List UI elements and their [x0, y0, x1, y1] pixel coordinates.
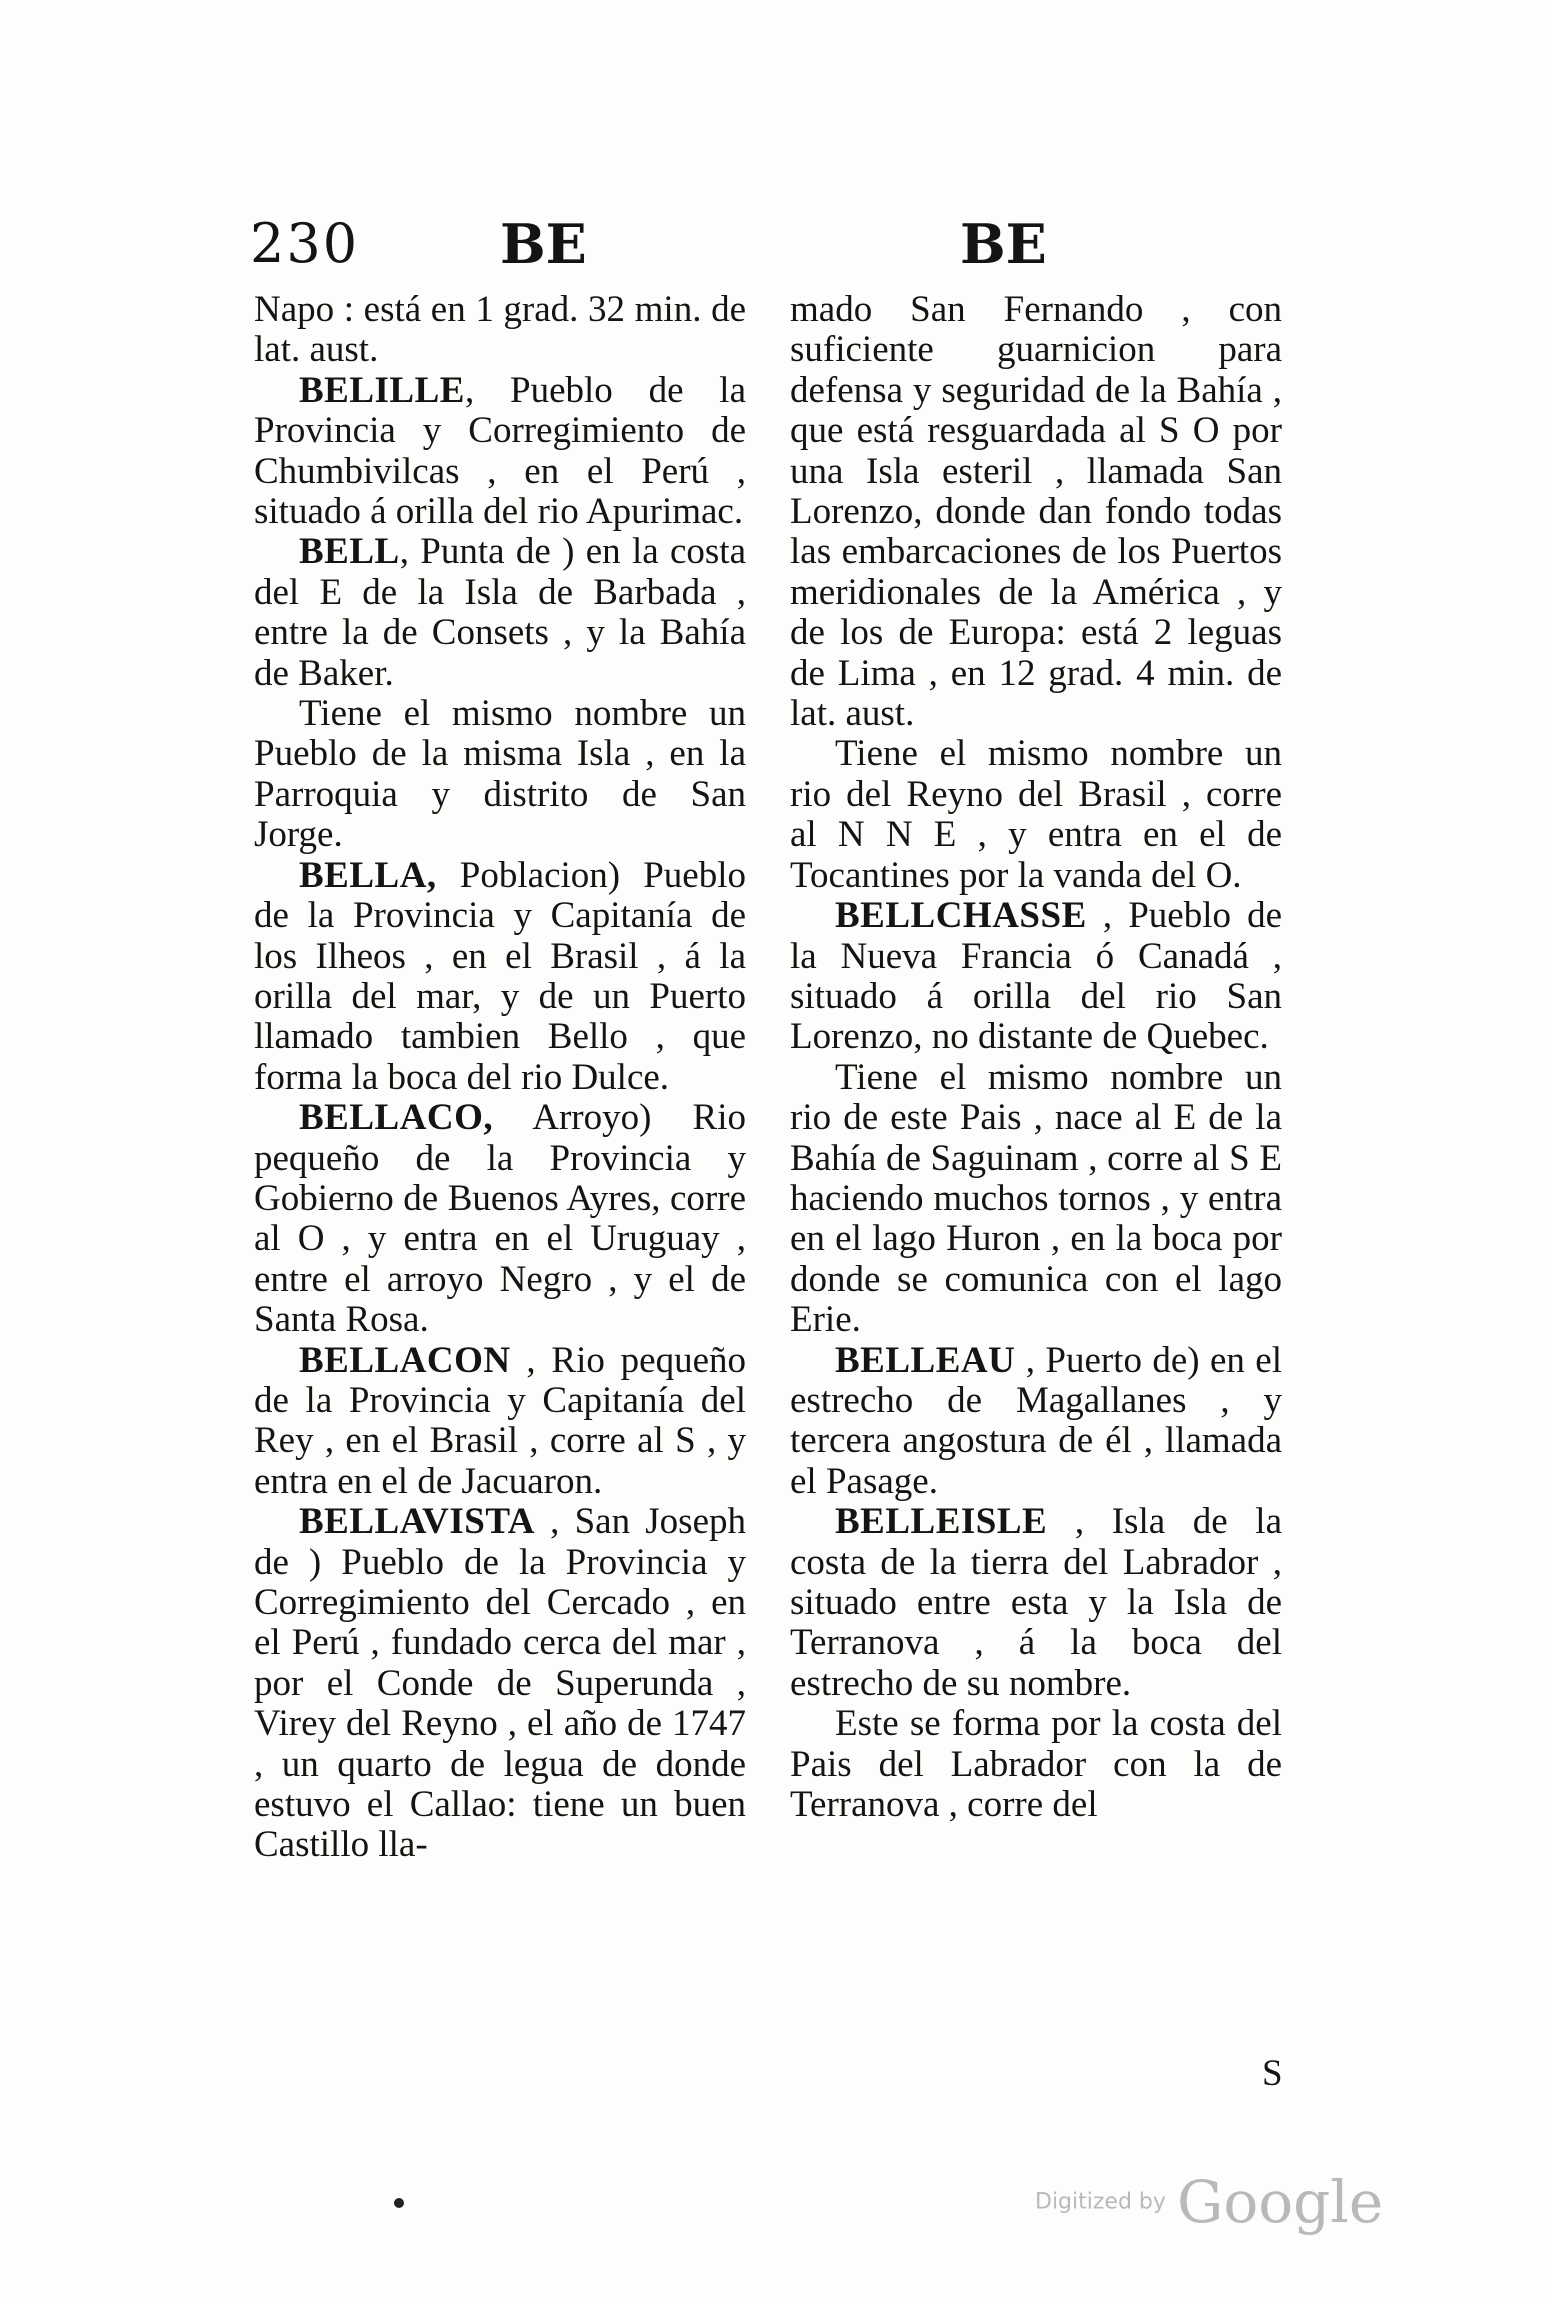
- entry-text: , Rio pequeño de la Provincia y Capitanía del Rey , en el Brasil , corre al S , y entra en el de Jacuaron.: [254, 1339, 746, 1502]
- entry-headword: BELLEISLE: [835, 1501, 1048, 1543]
- entry-text: , Punta de ) en la costa del E de la Isla de Barbada , entre la de Consets , y la Bahía de Baker.: [254, 531, 746, 694]
- entry-paragraph: [790, 1502, 1282, 1704]
- entry-text: Tiene el mismo nombre un Pueblo de la misma Isla , en la Parroquia y distrito de San Jorge.: [254, 693, 746, 856]
- entry-headword: BELILLE: [299, 369, 465, 411]
- entry-text: , Pueblo de la Provincia y Corregimiento de Chumbivilcas , en el Perú , situado á orilla del rio Apurimac.: [254, 369, 746, 533]
- entry-paragraph: [790, 734, 1282, 896]
- entry-paragraph: [254, 532, 746, 694]
- entry-text: Arroyo) Rio pequeño de la Provincia y Gobierno de Buenos Ayres, corre al O , y entra en el Uruguay , entre el arroyo Negro , y el de Santa Rosa.: [254, 1097, 746, 1341]
- entry-paragraph: [254, 856, 746, 1098]
- entry-headword: BELLACON: [299, 1339, 511, 1381]
- entry-paragraph: [254, 371, 746, 533]
- running-head-right: BE: [960, 212, 1047, 276]
- entry-paragraph: [790, 1341, 1282, 1503]
- ink-dot: [394, 2198, 404, 2208]
- entry-paragraph: [254, 1502, 746, 1866]
- digitized-watermark: [1035, 2168, 1383, 2236]
- google-logo-text: Google: [1177, 2168, 1384, 2236]
- page-header: [250, 212, 1310, 292]
- entry-headword: BELLAVISTA: [299, 1501, 536, 1543]
- entry-text: , Puerto de) en el estrecho de Magallanes , y tercera angostura de él , llamada el Pasage.: [790, 1339, 1282, 1502]
- entry-paragraph: [790, 1058, 1282, 1341]
- catchword: S: [1262, 2053, 1283, 2094]
- entry-text: Tiene el mismo nombre un rio del Reyno del Brasil , corre al N N E , y entra en el de Tocantines por la vanda del O.: [790, 733, 1282, 896]
- entry-paragraph: [254, 290, 746, 371]
- entry-text: Este se forma por la costa del Pais del Labrador con la de Terranova , corre del: [790, 1703, 1282, 1826]
- entry-headword: BELLEAU: [835, 1339, 1016, 1381]
- entry-paragraph: [254, 694, 746, 856]
- entry-paragraph: [254, 1098, 746, 1340]
- entry-headword: BELLACO,: [299, 1097, 494, 1139]
- entry-paragraph: [790, 896, 1282, 1058]
- entry-text: , Isla de la costa de la tierra del Labrador , situado entre esta y la Isla de Terranova , á la boca del estrecho de su nombre.: [790, 1501, 1282, 1704]
- entry-paragraph: [790, 290, 1282, 734]
- entry-headword: BELLCHASSE: [835, 895, 1087, 937]
- entry-text: mado San Fernando , con suficiente guarnicion para defensa y seguridad de la Bahía , que está resguardada al S O por una Isla esteril , llamada San Lorenzo, donde dan fondo todas las embarcaciones de los Puertos meridionales de la América , y de los de Europa: está 2 leguas de Lima , en 12 grad. 4 min. de lat. aust.: [790, 289, 1282, 735]
- entry-text: , San Joseph de ) Pueblo de la Provincia y Corregimiento del Cercado , en el Perú , fundado cerca del mar , por el Conde de Superunda , Virey del Reyno , el año de 1747 , un quarto de legua de donde estuvo el Callao: tiene un buen Castillo lla-: [254, 1501, 746, 1866]
- entry-paragraph: [790, 1704, 1282, 1825]
- running-head-left: BE: [500, 212, 587, 276]
- entry-headword: BELL: [299, 531, 400, 573]
- right-column: [790, 290, 1282, 1825]
- entry-paragraph: [254, 1341, 746, 1503]
- entry-text: Napo : está en 1 grad. 32 min. de lat. aust.: [254, 289, 746, 371]
- page-number: 230: [250, 212, 360, 275]
- left-column: [254, 290, 746, 1866]
- entry-headword: BELLA,: [299, 854, 437, 896]
- entry-text: , Pueblo de la Nueva Francia ó Canadá , situado á orilla del rio San Lorenzo, no distante de Quebec.: [790, 895, 1282, 1058]
- watermark-prefix: Digitized by: [1035, 2189, 1166, 2215]
- entry-text: Poblacion) Pueblo de la Provincia y Capitanía de los Ilheos , en el Brasil , á la orilla del mar, y de un Puerto llamado tambien Bello , que forma la boca del rio Dulce.: [254, 854, 746, 1098]
- entry-text: Tiene el mismo nombre un rio de este Pais , nace al E de la Bahía de Saguinam , corre al S E haciendo muchos tornos , y entra en el lago Huron , en la boca por donde se comunica con el lago Erie.: [790, 1056, 1282, 1341]
